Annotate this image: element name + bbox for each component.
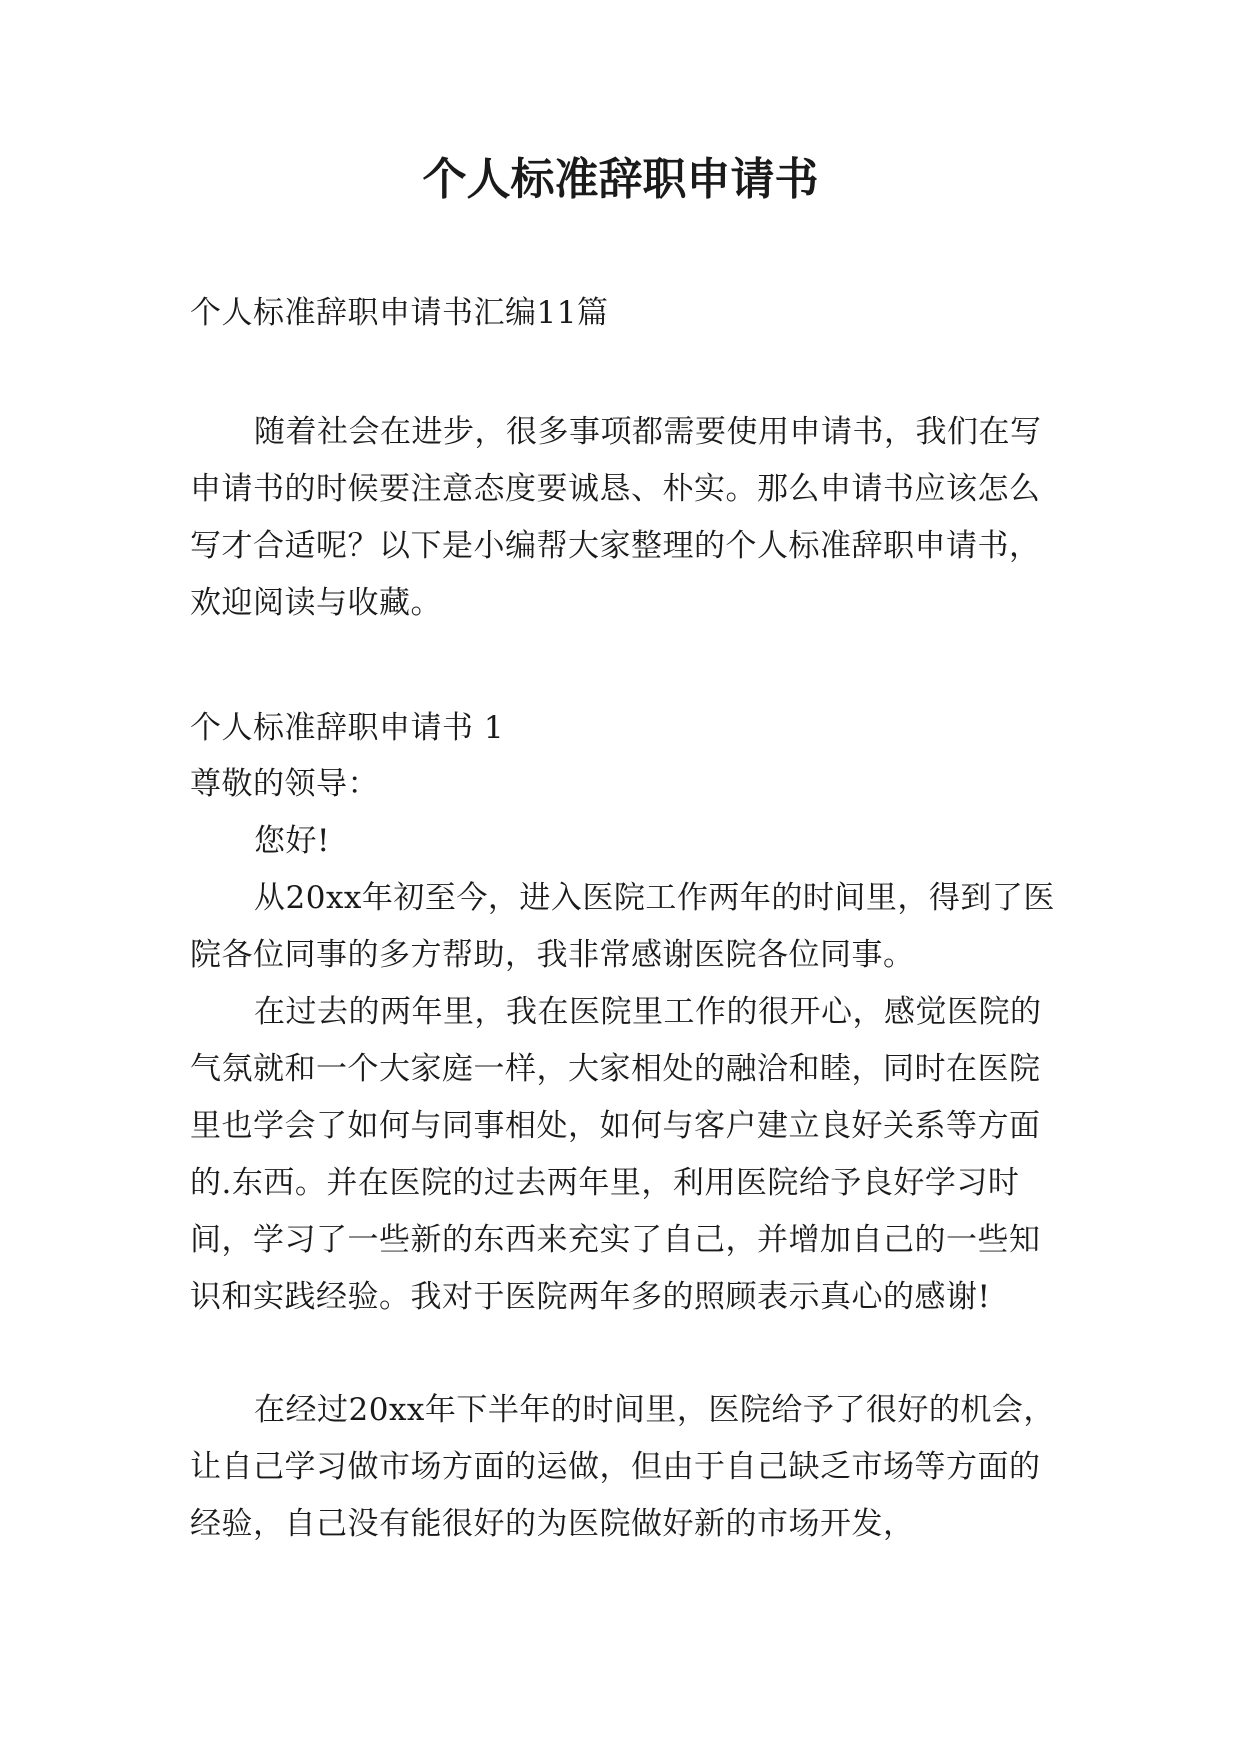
section-heading: 个人标准辞职申请书 1 <box>190 710 505 746</box>
intro-paragraph: 随着社会在进步，很多事项都需要使用申请书，我们在写申请书的时候要注意态度要诚恳、朴实。那么申请书应该怎么写才合适呢？以下是小编帮大家整理的个人标准辞职申请书，欢迎阅读与收藏。 <box>190 414 1042 621</box>
document-title: 个人标准辞职申请书 <box>422 154 819 205</box>
document-subtitle: 个人标准辞职申请书汇编11篇 <box>190 295 609 331</box>
salutation: 尊敬的领导： <box>190 766 379 802</box>
body-paragraph: 在经过20xx年下半年的时间里，医院给予了很好的机会，让自己学习做市场方面的运做，但由于自己缺乏市场等方面的经验，自己没有能很好的为医院做好新的市场开发， <box>190 1392 1055 1542</box>
body-paragraph: 从20xx年初至今，进入医院工作两年的时间里，得到了医院各位同事的多方帮助，我非常感谢医院各位同事。 <box>190 880 1055 973</box>
greeting: 您好! <box>254 823 330 859</box>
body-paragraph: 在过去的两年里，我在医院里工作的很开心，感觉医院的气氛就和一个大家庭一样，大家相处的融洽和睦，同时在医院里也学会了如何与同事相处，如何与客户建立良好关系等方面的.东西。并在医院的过去两年里，利用医院给予良好学习时间，学习了一些新的东西来充实了自己，并增加自己的一些知识和实践经验。我对于医院两年多的照顾表示真心的感谢! <box>190 994 1042 1315</box>
